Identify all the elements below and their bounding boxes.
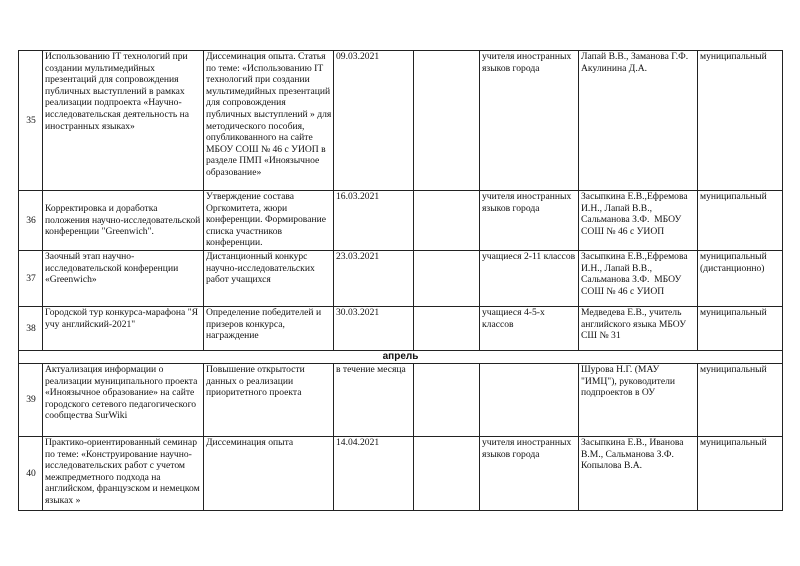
month-header-row xyxy=(19,351,783,364)
venue-cell xyxy=(414,307,480,351)
participants-cell xyxy=(480,364,579,437)
result-cell: Повышение открытости данных о реализации приоритетного проекта xyxy=(204,364,334,437)
event-cell: Корректировка и доработка положения научно-исследовательской конференции "Greenwich". xyxy=(43,191,204,251)
table-row xyxy=(19,51,783,191)
level-cell: муниципальный (дистанционно) xyxy=(698,251,783,307)
date-cell: 23.03.2021 xyxy=(334,251,414,307)
level-cell: муниципальный xyxy=(698,437,783,511)
participants-cell: учителя иностранных языков города xyxy=(480,437,579,511)
venue-cell xyxy=(414,364,480,437)
result-cell: Диссеминация опыта xyxy=(204,437,334,511)
result-cell: Определение победителей и призеров конкурса, награждение xyxy=(204,307,334,351)
result-cell: Дистанционный конкурс научно-исследовательских работ учащихся xyxy=(204,251,334,307)
event-cell: Актуализация информации о реализации муниципального проекта «Иноязычное образование» на сайте городского сетевого педагогического сообщества SurWiki xyxy=(43,364,204,437)
responsible-cell: Медведева Е.В., учитель английского языка МБОУ СШ № 31 xyxy=(579,307,698,351)
venue-cell xyxy=(414,437,480,511)
event-cell: Городской тур конкурса-марафона "Я учу английский-2021" xyxy=(43,307,204,351)
event-cell: Заочный этап научно-исследовательской конференции «Greenwich» xyxy=(43,251,204,307)
events-plan-table xyxy=(18,50,783,511)
date-cell: 30.03.2021 xyxy=(334,307,414,351)
row-number: 38 xyxy=(19,307,43,351)
table-row xyxy=(19,307,783,351)
row-number: 37 xyxy=(19,251,43,307)
participants-cell: учителя иностранных языков города xyxy=(480,191,579,251)
responsible-cell: Засыпкина Е.В.,Ефремова И.Н., Лапай В.В., Сальманова З.Ф. МБОУ СОШ № 46 с УИОП xyxy=(579,251,698,307)
venue-cell xyxy=(414,51,480,191)
result-cell: Диссеминация опыта. Статья по теме: «Использованию IT технологий при создании мультимедийных презентаций для сопровождения публичных выступлений » для методического пособия, опубликованного на сайте МБОУ СОШ № 46 с УИОП в разделе ПМП «Иноязычное образование» xyxy=(204,51,334,191)
date-cell: 16.03.2021 xyxy=(334,191,414,251)
table-row xyxy=(19,364,783,437)
level-cell: муниципальный xyxy=(698,191,783,251)
level-cell: муниципальный xyxy=(698,307,783,351)
level-cell: муниципальный xyxy=(698,51,783,191)
responsible-cell: Шурова Н.Г. (МАУ "ИМЦ"), руководители подпроектов в ОУ xyxy=(579,364,698,437)
row-number: 39 xyxy=(19,364,43,437)
venue-cell xyxy=(414,251,480,307)
table-row xyxy=(19,251,783,307)
participants-cell: учащиеся 4-5-х классов xyxy=(480,307,579,351)
participants-cell: учителя иностранных языков города xyxy=(480,51,579,191)
responsible-cell: Засыпкина Е.В., Иванова В.М., Сальманова З.Ф. Копылова В.А. xyxy=(579,437,698,511)
row-number: 35 xyxy=(19,51,43,191)
table-row xyxy=(19,191,783,251)
month-header: апрель xyxy=(19,351,783,364)
responsible-cell: Лапай В.В., Заманова Г.Ф. Акулинина Д.А. xyxy=(579,51,698,191)
venue-cell xyxy=(414,191,480,251)
table-row xyxy=(19,437,783,511)
level-cell: муниципальный xyxy=(698,364,783,437)
responsible-cell: Засыпкина Е.В.,Ефремова И.Н., Лапай В.В., Сальманова З.Ф. МБОУ СОШ № 46 с УИОП xyxy=(579,191,698,251)
date-cell: 14.04.2021 xyxy=(334,437,414,511)
event-cell: Практико-ориентированный семинар по теме: «Конструирование научно-исследовательских работ с учетом межпредметного подхода на английском, французском и немецком языках » xyxy=(43,437,204,511)
row-number: 36 xyxy=(19,191,43,251)
date-cell: в течение месяца xyxy=(334,364,414,437)
row-number: 40 xyxy=(19,437,43,511)
participants-cell: учащиеся 2-11 классов xyxy=(480,251,579,307)
event-cell: Использованию IT технологий при создании мультимедийных презентаций для сопровождения публичных выступлений в рамках реализации подпроекта «Научно-исследовательская деятельность на иностранных языках» xyxy=(43,51,204,191)
result-cell: Утверждение состава Оргкомитета, жюри конференции. Формирование списка участников конференции. xyxy=(204,191,334,251)
date-cell: 09.03.2021 xyxy=(334,51,414,191)
